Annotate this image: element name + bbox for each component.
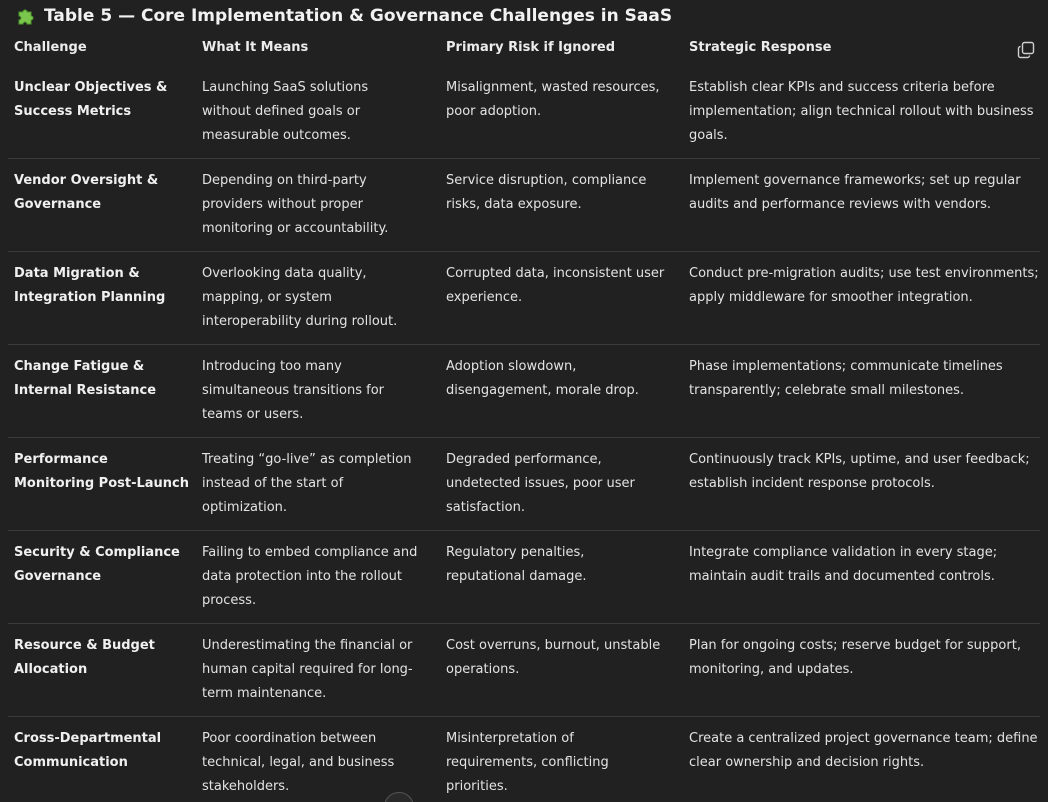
cell-risk: Service disruption, compliance risks, data exposure.	[446, 173, 647, 212]
row-divider	[8, 623, 1040, 624]
cell-risk: Cost overruns, burnout, unstable operations.	[446, 638, 661, 677]
table-title-text: Table 5 — Core Implementation & Governance Challenges in SaaS	[44, 6, 673, 26]
column-header-meaning: What It Means	[202, 40, 309, 55]
copy-icon[interactable]	[1016, 40, 1036, 60]
cell-risk: Degraded performance, undetected issues, poor user satisfaction.	[446, 452, 635, 515]
row-divider	[8, 437, 1040, 438]
cell-challenge: Change Fatigue & Internal Resistance	[14, 359, 157, 398]
cell-challenge: Data Migration & Integration Planning	[14, 266, 166, 305]
cell-response: Phase implementations; communicate timelines transparently; celebrate small milestones.	[689, 359, 1003, 398]
cell-response: Create a centralized project governance team; define clear ownership and decision rights.	[689, 731, 1038, 770]
cell-challenge: Resource & Budget Allocation	[14, 638, 155, 677]
cell-challenge: Vendor Oversight & Governance	[14, 173, 159, 212]
row-divider	[8, 530, 1040, 531]
cell-challenge: Security & Compliance Governance	[14, 545, 180, 584]
column-header-risk: Primary Risk if Ignored	[446, 40, 615, 55]
row-divider	[8, 158, 1040, 159]
cell-response: Conduct pre-migration audits; use test environments; apply middleware for smoother integration.	[689, 266, 1039, 305]
column-header-response: Strategic Response	[689, 40, 832, 55]
cell-challenge: Cross-Departmental Communication	[14, 731, 162, 770]
cell-meaning: Introducing too many simultaneous transitions for teams or users.	[202, 359, 385, 422]
cell-meaning: Overlooking data quality, mapping, or system interoperability during rollout.	[202, 266, 398, 329]
cell-response: Integrate compliance validation in every stage; maintain audit trails and documented controls.	[689, 545, 998, 584]
cell-challenge: Unclear Objectives & Success Metrics	[14, 80, 168, 119]
cell-response: Implement governance frameworks; set up regular audits and performance reviews with vendors.	[689, 173, 1021, 212]
cell-meaning: Depending on third-party providers without proper monitoring or accountability.	[202, 173, 389, 236]
cell-challenge: Performance Monitoring Post-Launch	[14, 452, 190, 491]
cell-risk: Adoption slowdown, disengagement, morale drop.	[446, 359, 639, 398]
cell-meaning: Poor coordination between technical, legal, and business stakeholders.	[202, 731, 395, 794]
puzzle-piece-icon	[16, 6, 36, 26]
cell-risk: Regulatory penalties, reputational damage.	[446, 545, 587, 584]
cell-meaning: Treating “go-live” as completion instead of the start of optimization.	[202, 452, 412, 515]
cell-risk: Corrupted data, inconsistent user experience.	[446, 266, 665, 305]
cell-response: Continuously track KPIs, uptime, and user feedback; establish incident response protocols.	[689, 452, 1030, 491]
row-divider	[8, 716, 1040, 717]
cell-meaning: Launching SaaS solutions without defined goals or measurable outcomes.	[202, 80, 369, 143]
cell-response: Establish clear KPIs and success criteria before implementation; align technical rollout with business goals.	[689, 80, 1034, 143]
cell-response: Plan for ongoing costs; reserve budget for support, monitoring, and updates.	[689, 638, 1021, 677]
table-title	[16, 4, 672, 28]
row-divider	[8, 344, 1040, 345]
cell-meaning: Failing to embed compliance and data protection into the rollout process.	[202, 545, 418, 608]
cell-risk: Misinterpretation of requirements, conflicting priorities.	[446, 731, 609, 794]
cell-meaning: Underestimating the financial or human capital required for long-term maintenance.	[202, 638, 413, 701]
row-divider	[8, 251, 1040, 252]
table-header	[0, 36, 1048, 64]
cell-risk: Misalignment, wasted resources, poor adoption.	[446, 80, 660, 119]
column-header-challenge: Challenge	[14, 40, 87, 55]
